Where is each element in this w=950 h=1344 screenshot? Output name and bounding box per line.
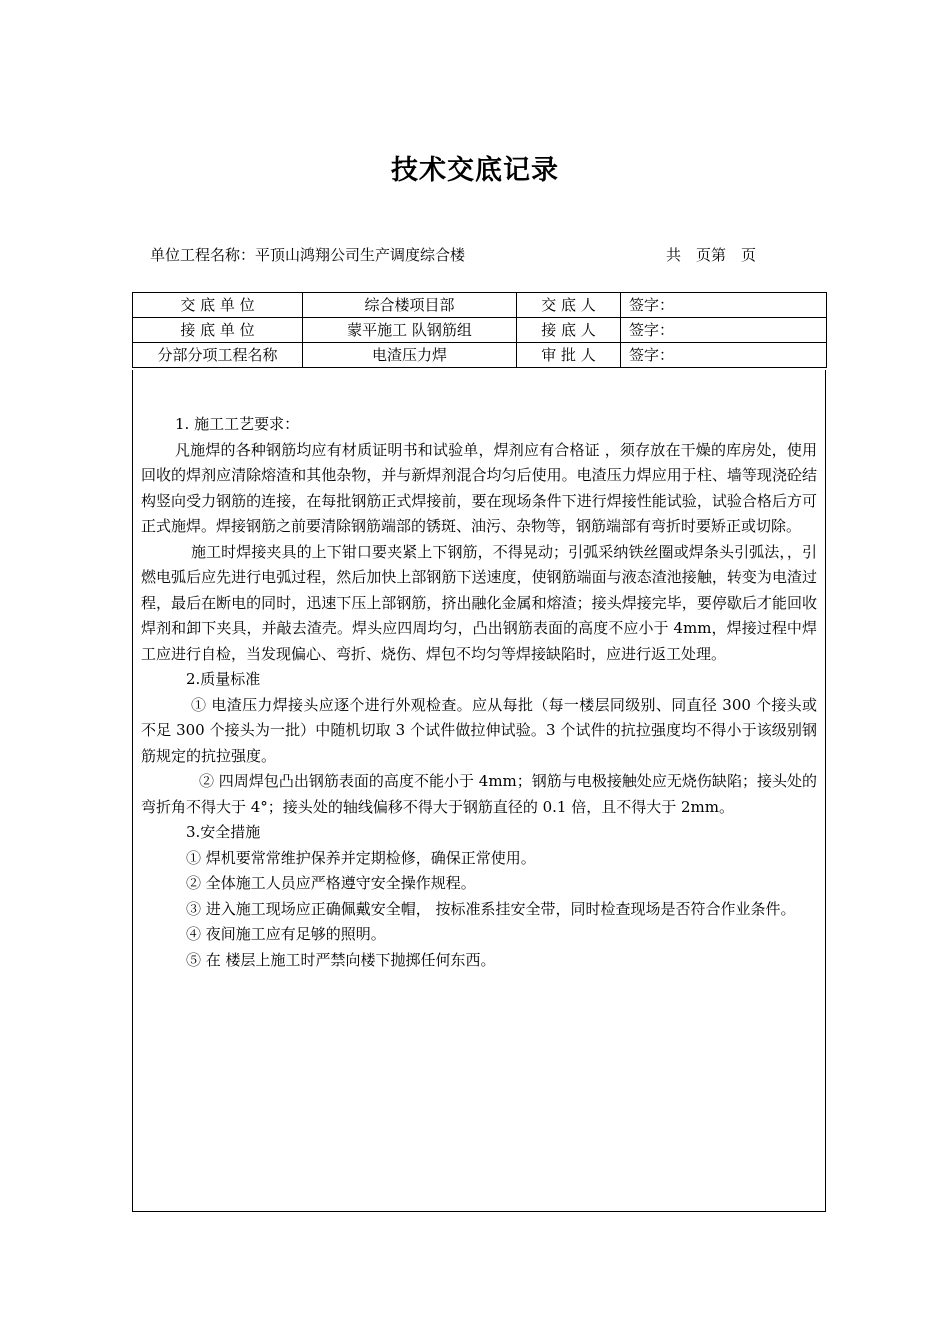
content-body	[141, 412, 817, 973]
project-name: 单位工程名称：平顶山鸿翔公司生产调度综合楼	[150, 246, 466, 264]
list-item: ④ 夜间施工应有足够的照明。	[186, 925, 386, 943]
info-table	[132, 292, 827, 368]
subproject-value: 电渣压力焊	[303, 343, 517, 368]
table-row	[133, 343, 827, 368]
receiving-unit-label: 接 底 单 位	[133, 318, 303, 343]
handover-unit-value: 综合楼项目部	[303, 293, 517, 318]
receiving-unit-value: 蒙平施工 队钢筋组	[303, 318, 517, 343]
page-count: 共 页第 页	[666, 246, 757, 264]
list-item: ① 焊机要常常维护保养并定期检修，确保正常使用。	[186, 848, 536, 867]
paragraph: ① 电渣压力焊接头应逐个进行外观检查。应从每批（每一楼层同级别、同直径 300 个接头或不足 300 个接头为一批）中随机切取 3 个试件做拉伸试验。3 个试件的抗拉强度均不得小于该级别钢筋规定的抗拉强度。	[141, 695, 817, 765]
list-item: ② 全体施工人员应严格遵守安全操作规程。	[186, 874, 476, 892]
table-row	[133, 318, 827, 343]
table-row	[133, 293, 827, 318]
handover-unit-label: 交 底 单 位	[133, 293, 303, 318]
receiving-signature: 签字：	[621, 318, 827, 343]
receiving-person-label: 接 底 人	[517, 318, 621, 343]
approver-signature: 签字：	[621, 343, 827, 368]
list-item: ⑤ 在 楼层上施工时严禁向楼下抛掷任何东西。	[186, 950, 496, 969]
paragraph: ② 四周焊包凸出钢筋表面的高度不能小于 4mm；钢筋与电极接触处应无烧伤缺陷；接头处的弯折角不得大于 4°；接头处的轴线偏移不得大于钢筋直径的 0.1 倍，且不得大于 2mm。	[141, 772, 817, 816]
section-heading: 2.质量标准	[186, 670, 261, 688]
paragraph: 凡施焊的各种钢筋均应有材质证明书和试验单，焊剂应有合格证 ，须存放在干燥的库房处，使用回收的焊剂应清除熔渣和其他杂物，并与新焊剂混合均匀后使用。电渣压力焊应用于柱、墙等现浇砼结构竖向受力钢筋的连接，在每批钢筋正式焊接前，要在现场条件下进行焊接性能试验，试验合格后方可正式施焊。焊接钢筋之前要清除钢筋端部的锈斑、油污、杂物等，钢筋端部有弯折时要矫正或切除。	[141, 440, 817, 535]
handover-signature: 签字：	[621, 293, 827, 318]
paragraph: 施工时焊接夹具的上下钳口要夹紧上下钢筋，不得晃动；引弧采纳铁丝圈或焊条头引弧法，，引燃电弧后应先进行电弧过程，然后加快上部钢筋下送速度，使钢筋端面与液态渣池接触，转变为电渣过程，最后在断电的同时，迅速下压上部钢筋，挤出融化金属和熔渣；接头焊接完毕，要停歇后才能回收焊剂和卸下夹具，并敲去渣壳。焊头应四周均匀，凸出钢筋表面的高度不应小于 4mm，焊接过程中焊工应进行自检，当发现偏心、弯折、烧伤、焊包不均匀等焊接缺陷时，应进行返工处理。	[141, 542, 817, 663]
page-title: 技术交底记录	[391, 155, 559, 186]
approver-label: 审 批 人	[517, 343, 621, 368]
section-heading: 3.安全措施	[186, 823, 261, 841]
subproject-label: 分部分项工程名称	[133, 343, 303, 368]
handover-person-label: 交 底 人	[517, 293, 621, 318]
list-item: ③ 进入施工现场应正确佩戴安全帽， 按标准系挂安全带，同时检查现场是否符合作业条件。	[186, 899, 796, 918]
section-heading: 1. 施工工艺要求：	[175, 415, 300, 433]
